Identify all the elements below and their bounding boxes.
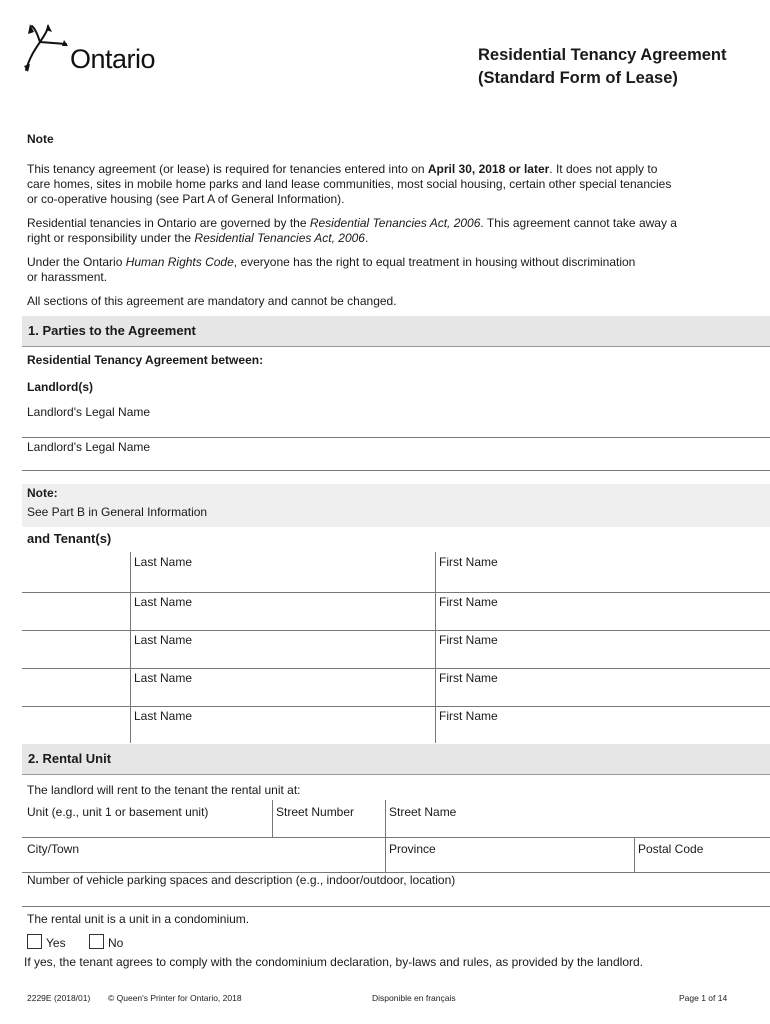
- note-heading: Note: [27, 132, 54, 146]
- section-2-header: [22, 744, 770, 775]
- note-label: Note:: [27, 486, 58, 500]
- landlord-note-box: [22, 484, 770, 527]
- p3-text-b: , everyone has the right to equal treatment in housing without discrimination: [233, 255, 636, 269]
- note-paragraph-3: [27, 255, 727, 285]
- unit-label: Unit (e.g., unit 1 or basement unit): [27, 805, 209, 819]
- p1-line-3: or co-operative housing (see Part A of General Information).: [27, 192, 345, 206]
- condo-question: The rental unit is a unit in a condominium.: [27, 912, 250, 926]
- first-name-label: First Name: [439, 555, 498, 569]
- parking-field[interactable]: [22, 873, 770, 905]
- tenant-1-first-name[interactable]: [436, 553, 770, 591]
- landlord-name-label-2: Landlord's Legal Name: [27, 440, 151, 454]
- title-line-2: (Standard Form of Lease): [478, 69, 678, 87]
- divider: [22, 906, 770, 907]
- province-field[interactable]: [386, 838, 633, 871]
- note-paragraph-1: [27, 162, 727, 207]
- first-name-label: First Name: [439, 633, 498, 647]
- french-availability: Disponible en français: [372, 993, 456, 1003]
- p2-line2-b: .: [364, 231, 369, 245]
- condo-compliance-note: If yes, the tenant agrees to comply with the condominium declaration, by-laws and rules, as provided by the landlord.: [24, 955, 644, 969]
- form-id: 2229E (2018/01): [27, 993, 91, 1003]
- city-label: City/Town: [27, 842, 80, 856]
- p1-date: April 30, 2018 or later: [427, 162, 550, 176]
- first-name-label: First Name: [439, 709, 498, 723]
- tenant-4-first-name[interactable]: [436, 669, 770, 705]
- tenant-2-first-name[interactable]: [436, 593, 770, 629]
- tenant-3-last-name[interactable]: [131, 631, 434, 667]
- section-2-title: 2. Rental Unit: [28, 751, 112, 766]
- tenant-4-last-name[interactable]: [131, 669, 434, 705]
- tenant-5-first-name[interactable]: [436, 707, 770, 743]
- note-paragraph-2: [27, 216, 727, 246]
- last-name-label: Last Name: [134, 709, 193, 723]
- parking-label: Number of vehicle parking spaces and description (e.g., indoor/outdoor, location): [27, 873, 456, 887]
- p2-text-b: . This agreement cannot take away a: [480, 216, 677, 230]
- street-name-field[interactable]: [386, 800, 770, 836]
- unit-field[interactable]: [22, 800, 271, 836]
- city-field[interactable]: [22, 838, 384, 871]
- tenant-1-last-name[interactable]: [131, 553, 434, 591]
- landlord-name-field-1[interactable]: [22, 402, 770, 437]
- street-number-label: Street Number: [276, 805, 355, 819]
- logo-text: Ontario: [70, 44, 156, 74]
- note-text: See Part B in General Information: [27, 505, 208, 519]
- p2-line2-a: right or responsibility under the: [27, 231, 195, 245]
- street-number-field[interactable]: [273, 800, 384, 836]
- page-number: Page 1 of 14: [679, 993, 728, 1003]
- no-label: No: [108, 936, 124, 950]
- p1-line-2: care homes, sites in mobile home parks and land lease communities, most social housing, certain other special tenancies: [27, 177, 672, 191]
- landlord-name-field-2[interactable]: [22, 438, 770, 470]
- trillium-icon: [22, 22, 70, 74]
- tenant-3-first-name[interactable]: [436, 631, 770, 667]
- postal-code-label: Postal Code: [638, 842, 704, 856]
- divider: [22, 470, 770, 471]
- postal-code-field[interactable]: [635, 838, 770, 871]
- p1-text-b: . It does not apply to: [549, 162, 658, 176]
- p3-line-2: or harassment.: [27, 270, 108, 284]
- title-line-1: Residential Tenancy Agreement: [478, 46, 727, 64]
- condo-yes-checkbox[interactable]: [27, 934, 42, 949]
- agreement-between-label: Residential Tenancy Agreement between:: [27, 353, 264, 367]
- ontario-logo: [22, 22, 172, 78]
- p2-text-a: Residential tenancies in Ontario are governed by the: [27, 216, 310, 230]
- p3-text-a: Under the Ontario: [27, 255, 126, 269]
- first-name-label: First Name: [439, 671, 498, 685]
- condo-no-checkbox[interactable]: [89, 934, 104, 949]
- yes-label: Yes: [46, 936, 66, 950]
- landlord-name-label-1: Landlord's Legal Name: [27, 405, 151, 419]
- tenant-2-last-name[interactable]: [131, 593, 434, 629]
- p2-line2-act: Residential Tenancies Act, 2006: [194, 231, 365, 245]
- landlords-label: Landlord(s): [27, 380, 93, 394]
- first-name-label: First Name: [439, 595, 498, 609]
- last-name-label: Last Name: [134, 633, 193, 647]
- note-paragraph-4: All sections of this agreement are mandatory and cannot be changed.: [27, 294, 397, 308]
- street-name-label: Street Name: [389, 805, 457, 819]
- province-label: Province: [389, 842, 436, 856]
- p2-act-name: Residential Tenancies Act, 2006: [309, 216, 481, 230]
- tenants-label: and Tenant(s): [27, 531, 112, 546]
- tenant-5-last-name[interactable]: [131, 707, 434, 743]
- last-name-label: Last Name: [134, 595, 193, 609]
- last-name-label: Last Name: [134, 555, 193, 569]
- copyright: © Queen's Printer for Ontario, 2018: [108, 993, 242, 1003]
- section-1-header: [22, 316, 770, 347]
- document-title: [478, 44, 727, 90]
- p3-code-name: Human Rights Code: [125, 255, 234, 269]
- rental-unit-intro: The landlord will rent to the tenant the rental unit at:: [27, 783, 301, 797]
- section-1-title: 1. Parties to the Agreement: [28, 323, 196, 338]
- p1-text-a: This tenancy agreement (or lease) is required for tenancies entered into on: [27, 162, 428, 176]
- last-name-label: Last Name: [134, 671, 193, 685]
